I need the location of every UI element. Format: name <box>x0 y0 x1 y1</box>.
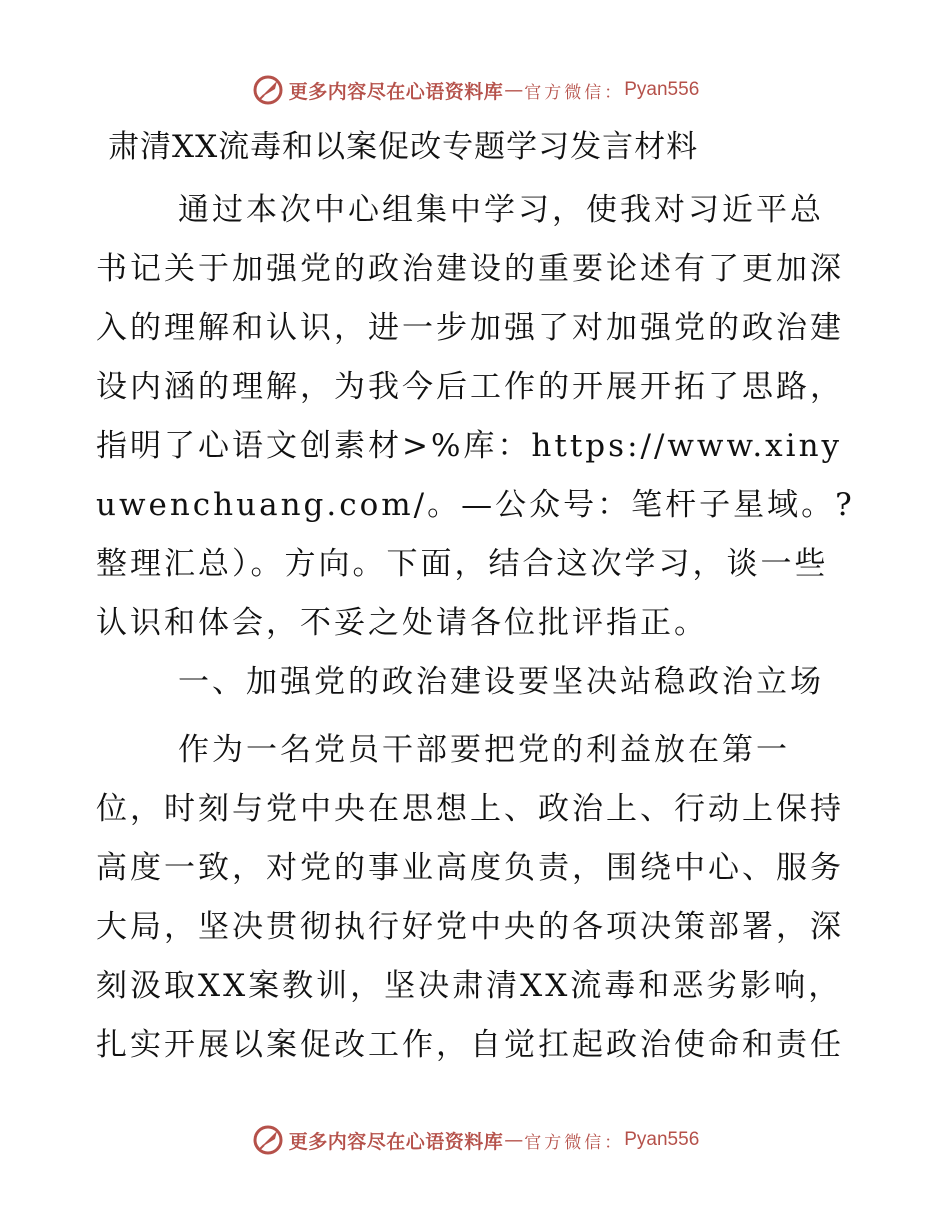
banner-wechat-id: Pyan556 <box>624 1129 700 1150</box>
banner-sub-text: 官方微信： <box>524 82 625 103</box>
quill-logo-icon <box>251 1123 285 1157</box>
banner-main-text: 更多内容尽在心语资料库 <box>288 80 504 103</box>
paragraph-intro: 通过本次中心组集中学习，使我对习近平总书记关于加强党的政治建设的重要论述有了更加深入的理解和认识，进一步加强了对加强党的政治建设内涵的理解，为我今后工作的开展开拓了思路，指明了心语文创素材>%库：https://www.xinyuwenchuang.com/。—公众号：笔杆子星域。?整理汇总）。方向。下面，结合这次学习，谈一些认识和体会，不妥之处请各位批评指正。 <box>96 192 855 641</box>
watermark-banner-top <box>0 68 950 112</box>
banner-wechat-id: Pyan556 <box>624 79 700 100</box>
quill-logo-icon <box>251 73 285 107</box>
banner-dash: — <box>504 79 524 101</box>
watermark-banner-bottom <box>0 1118 950 1162</box>
paragraph-section-1: 作为一名党员干部要把党的利益放在第一位，时刻与党中央在思想上、政治上、行动上保持高度一致，对党的事业高度负责，围绕中心、服务大局，坚决贯彻执行好党中央的各项决策部署，深刻汲取XX案教训，坚决肃清XX流毒和恶劣影响，扎实开展以案促改工作，自觉扛起政治使命和责任 <box>96 732 844 1063</box>
document-body <box>96 122 856 1075</box>
banner-sub-text: 官方微信： <box>524 1132 625 1153</box>
banner-main-text: 更多内容尽在心语资料库 <box>288 1130 504 1153</box>
section-heading-1: 一、加强党的政治建设要坚决站稳政治立场 <box>178 664 824 700</box>
document-title: 肃清XX流毒和以案促改专题学习发言材料 <box>108 129 699 165</box>
banner-dash: — <box>504 1129 524 1151</box>
